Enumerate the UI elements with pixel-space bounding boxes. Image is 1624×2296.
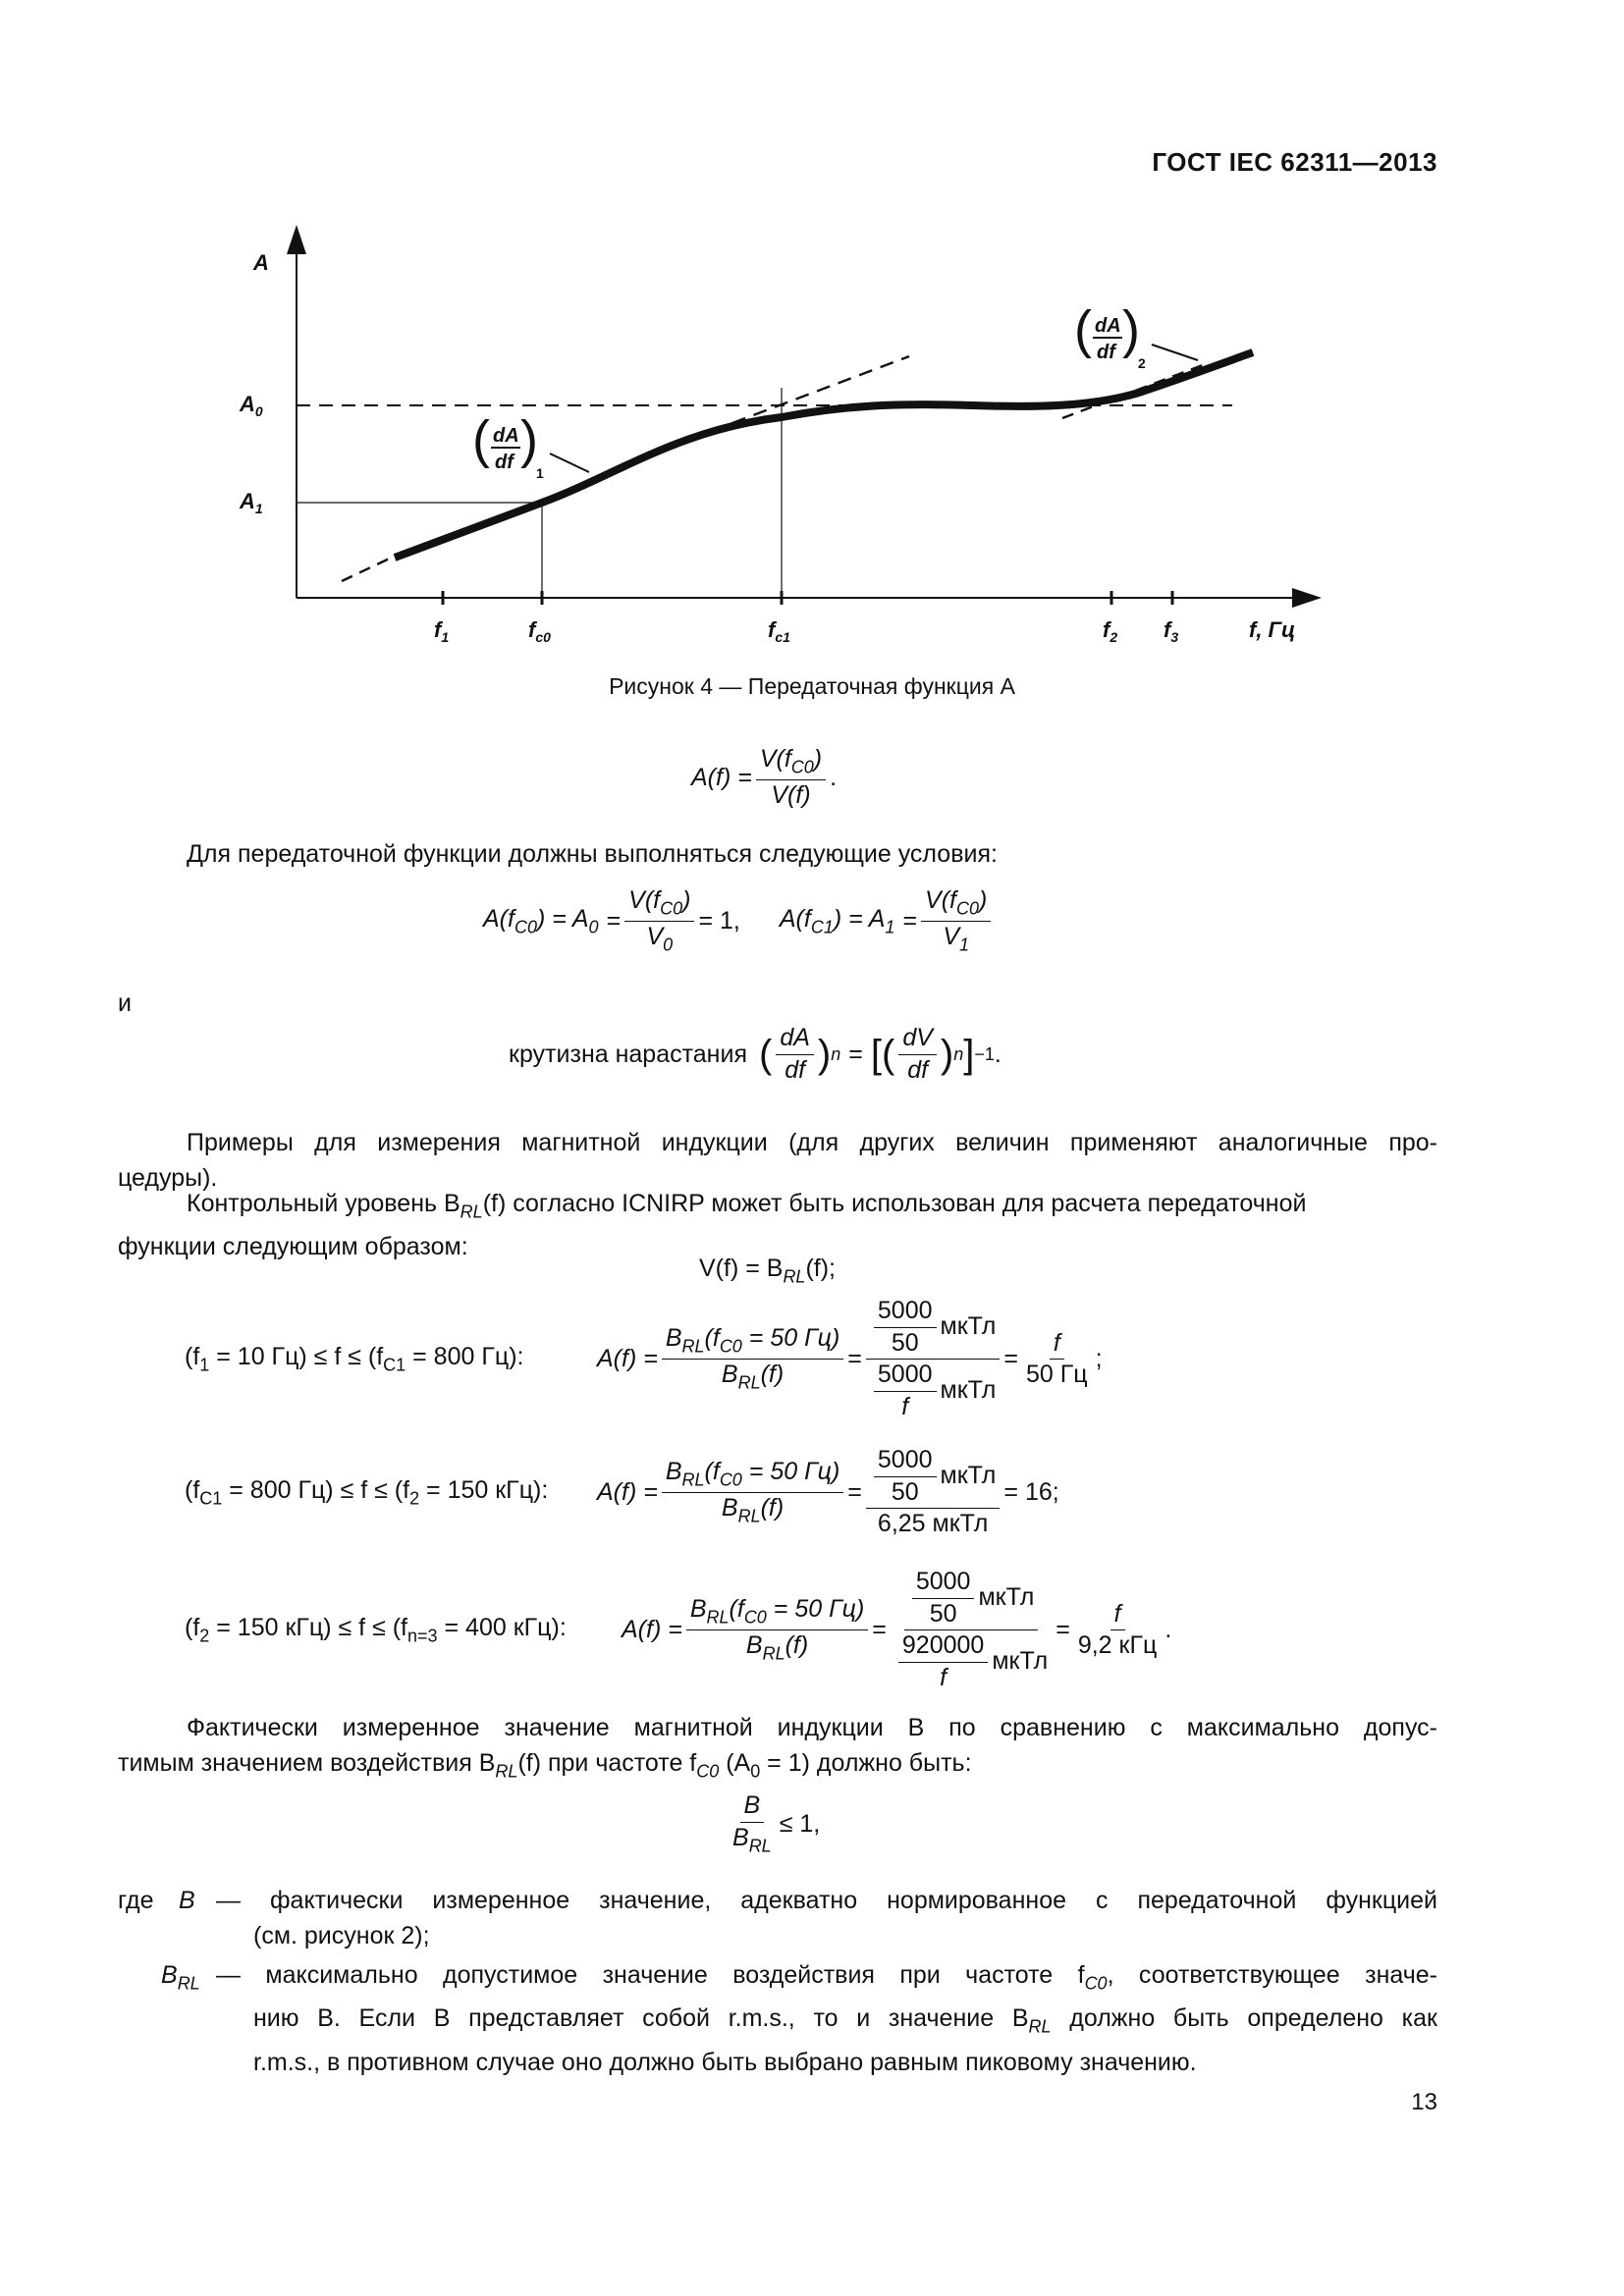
slope2-leader xyxy=(1152,345,1198,360)
x-axis-label: f, Гц xyxy=(1249,617,1296,642)
page-number: 13 xyxy=(1411,2089,1437,2115)
and-word: и xyxy=(118,989,132,1017)
transfer-definition-formula: A(f) = $\frac{V(f_{C0})}{V(f)}$ . xyxy=(691,745,838,810)
measured-value-paragraph: Фактически измеренное значение магнитной индукции B по сравнению с максимально допус- тимым значением воздействия $B_{RL}(f)$ при частоте $f_{C0}$ $(A_0 = 1)$ должно быть: xyxy=(118,1714,1437,1782)
svg-text:): ) xyxy=(520,410,538,469)
definitions-list xyxy=(118,1883,1437,2080)
svg-text:): ) xyxy=(1122,300,1140,359)
range-formula-2: ($f_{C1} = 800$ $Гц) \le f \le (f_2 = 150$ кГц): A(f) = $\frac{B_{RL}(f_{C0} = 50 Гц)}{B_{RL}(f)}$ = $\frac{5000}{50}$ мкТл 6,25 мкТл = 16; xyxy=(185,1446,1059,1537)
conditions-intro: Для передаточной функции должны выполняться следующие условия: xyxy=(187,840,998,868)
y-tick-a0: $A_0$ xyxy=(240,392,263,419)
x-tick-fc1: $f_{c1}$ xyxy=(768,617,790,645)
svg-text:2: 2 xyxy=(1138,355,1146,371)
y-axis-label: A xyxy=(253,250,269,275)
svg-text:(: ( xyxy=(1074,300,1092,359)
tangent-line-1 xyxy=(342,555,398,581)
svg-text:df: df xyxy=(1097,342,1115,363)
svg-text:(: ( xyxy=(472,410,490,469)
svg-text:1: 1 xyxy=(536,465,544,481)
conditions-formula: $A(f_{C0}) = A_0$ = $\frac{V(f_{C0})}{V_0}$ = 1, $A(f_{C1}) = A_1$ = $\frac{V(f_{C0})}{V_1}$ xyxy=(483,887,995,955)
svg-text:dA: dA xyxy=(493,425,519,447)
range-formula-3: ($f_2 = 150$ $кГц) \le f \le (f_{n=3} = 400$ кГц): A(f) = $\frac{B_{RL}(f_{C0} = 50 Гц)}{B_{RL}(f)}$ = $\frac{5000}{50}$ мкТл $\frac{920000}{f}$ мкТл = $\frac{f}{\text{9,2 кГц}}$ . xyxy=(185,1568,1172,1691)
x-tick-f3: $f_3$ xyxy=(1164,617,1179,645)
x-tick-f1: $f_1$ xyxy=(434,617,450,645)
y-axis-arrow-icon xyxy=(287,225,306,254)
slope1-leader xyxy=(550,454,589,472)
definition-brl: $B_{RL}$ — максимально допустимое значение воздействия при частоте $f_{C0}$, соответствующее значе- нию B. Если B представляет собой r.m.s., то и значение $B_{RL}$ должно быть определено как r.m.s., в противном случае оно должно быть выбрано равным пиковому значению. xyxy=(161,1961,1437,2076)
range-formula-1: ($f_1 = 10$ $Гц) \le f \le (f_{C1} = 800$ Гц): A(f) = $\frac{B_{RL}(f_{C0} = 50 Гц)}{B_{RL}(f)}$ = $\frac{5000}{50}$ мкТл $\frac{5000}{f}$ мкТл = $\frac{f}{50 Гц}$ ; xyxy=(185,1297,1103,1420)
definition-b: где B — фактически измеренное значение, адекватно нормированное с передаточной функцией (см. рисунок 2); xyxy=(118,1887,1437,1949)
transfer-function-figure xyxy=(226,221,1335,653)
slope-formula: крутизна нарастания ( $\frac{dA}{df}$ ) n = [ ( $\frac{dV}{df}$ ) n ] −1 . xyxy=(509,1024,1001,1084)
slope-label-1 xyxy=(472,410,544,481)
vf-equals-brl-formula: $V(f) = B_{RL}(f)$; xyxy=(699,1255,836,1287)
standard-header: ГОСТ IEC 62311—2013 xyxy=(1152,147,1437,177)
figure-caption: Рисунок 4 — Передаточная функция A xyxy=(609,673,1015,699)
reference-level-paragraph: Контрольный уровень $B_{RL}(f)$ согласно ICNIRP может быть использован для расчета передаточной функции следующим образом: xyxy=(118,1190,1307,1261)
x-axis-arrow-icon xyxy=(1292,588,1322,608)
slope-label-2 xyxy=(1074,300,1146,371)
x-tick-f2: $f_2$ xyxy=(1103,617,1118,645)
svg-text:df: df xyxy=(495,452,514,473)
svg-text:dA: dA xyxy=(1095,315,1121,337)
ratio-formula: $\frac{B}{B_{RL}}$ ≤ 1, xyxy=(732,1791,821,1855)
x-tick-fc0: $f_{c0}$ xyxy=(528,617,551,645)
y-tick-a1: $A_1$ xyxy=(240,489,263,516)
examples-paragraph: Примеры для измерения магнитной индукции (для других величин применяют аналогичные про- цедуры). xyxy=(118,1129,1437,1192)
